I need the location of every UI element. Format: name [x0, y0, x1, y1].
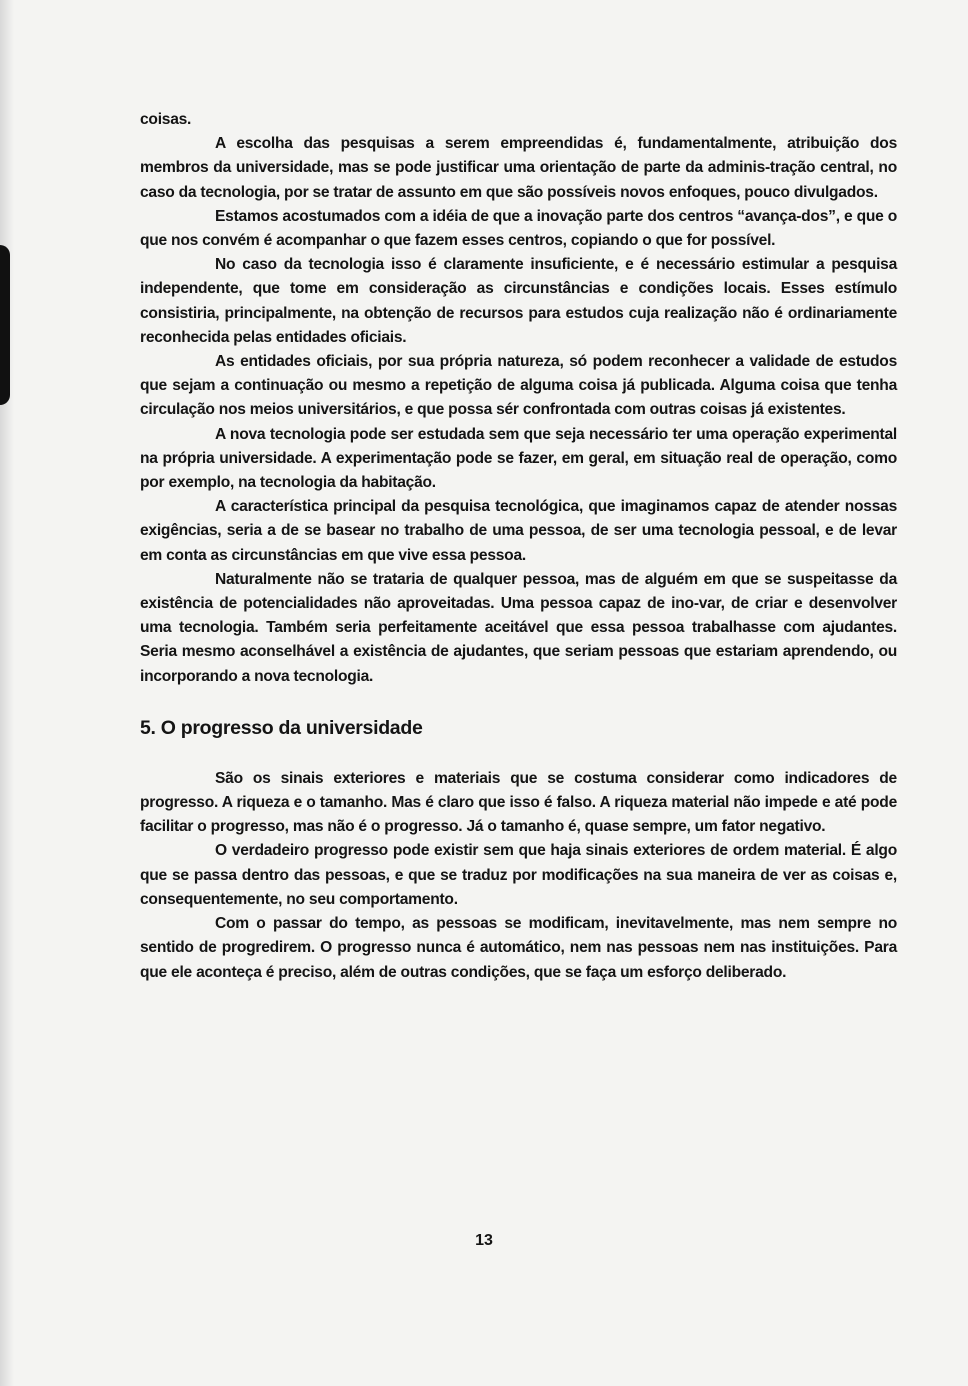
- paragraph: coisas.: [140, 111, 192, 128]
- paragraph: A nova tecnologia pode ser estudada sem que seja necessário ter uma operação experimental na própria universidade. A experimentação pode se fazer, em geral, em situação real de operação, como por exemplo, na tecnologia da habitação.: [140, 425, 897, 492]
- section-heading: 5. O progresso da universidade: [140, 716, 423, 739]
- binding-shadow: [0, 245, 10, 405]
- page-edge-shadow: [0, 0, 14, 1386]
- paragraph: Naturalmente não se trataria de qualquer pessoa, mas de alguém em que se suspeitasse da existência de potencialidades não aproveitadas. Uma pessoa capaz de ino-var, de criar e desenvolver uma tecnologia. Também seria perfeitamente aceitável que essa pessoa trabalhasse com ajudantes. Seria mesmo aconselhável a existência de ajudantes, que seriam pessoas que estariam aprendendo, ou incorporando a nova tecnologia.: [140, 570, 897, 685]
- paragraph: As entidades oficiais, por sua própria natureza, só podem reconhecer a validade de estudos que sejam a continuação ou mesmo a repetição de alguma coisa já publicada. Alguma coisa que tenha circulação nos meios universitários, e que possa sér confrontada com outras coisas já existentes.: [140, 353, 897, 419]
- paragraph: Com o passar do tempo, as pessoas se modificam, inevitavelmente, mas nem sempre no sentido de progredirem. O progresso nunca é automático, nem nas pessoas nem nas instituições. Para que ele aconteça é preciso, além de outras condições, que se faça um esforço deliberado.: [140, 915, 897, 981]
- paragraph: São os sinais exteriores e materiais que se costuma considerar como indicadores de progresso. A riqueza e o tamanho. Mas é claro que isso é falso. A riqueza material não impede e até pode facilitar o progresso, mas não é o progresso. Já o tamanho é, quase sempre, um fator negativo.: [140, 769, 897, 836]
- paragraph: A escolha das pesquisas a serem empreendidas é, fundamentalmente, atribuição dos membros da universidade, mas se pode justificar uma orientação de parte da adminis-tração central, no caso da tecnologia, por se tratar de assunto em que são possíveis novos enfoques, pouco divulgados.: [140, 135, 897, 201]
- paragraph: O verdadeiro progresso pode existir sem que haja sinais exteriores de ordem material. É algo que se passa dentro das pessoas, e que se traduz por modificações na sua maneira de ver as coisas e, consequentemente, no seu comportamento.: [140, 842, 897, 908]
- paragraph: Estamos acostumados com a idéia de que a inovação parte dos centros “avança-dos”, e que o que nos convém é acompanhar o que fazem esses centros, copiando o que for possível.: [140, 207, 897, 250]
- paragraph: No caso da tecnologia isso é claramente insuficiente, e é necessário estimular a pesquisa independente, que tome em consideração as circunstâncias e condições locais. Esses estímulo consistiria, principalmente, na obtenção de recursos para estudos cuja realização não é ordinariamente reconhecida pelas entidades oficiais.: [140, 256, 897, 346]
- document-page: [140, 108, 897, 985]
- page-number: 13: [475, 1232, 493, 1249]
- paragraph: A característica principal da pesquisa tecnológica, que imaginamos capaz de atender nossas exigências, seria a de se basear no trabalho de uma pessoa, de ser uma tecnologia pessoal, e de levar em conta as circunstâncias em que vive essa pessoa.: [140, 498, 897, 564]
